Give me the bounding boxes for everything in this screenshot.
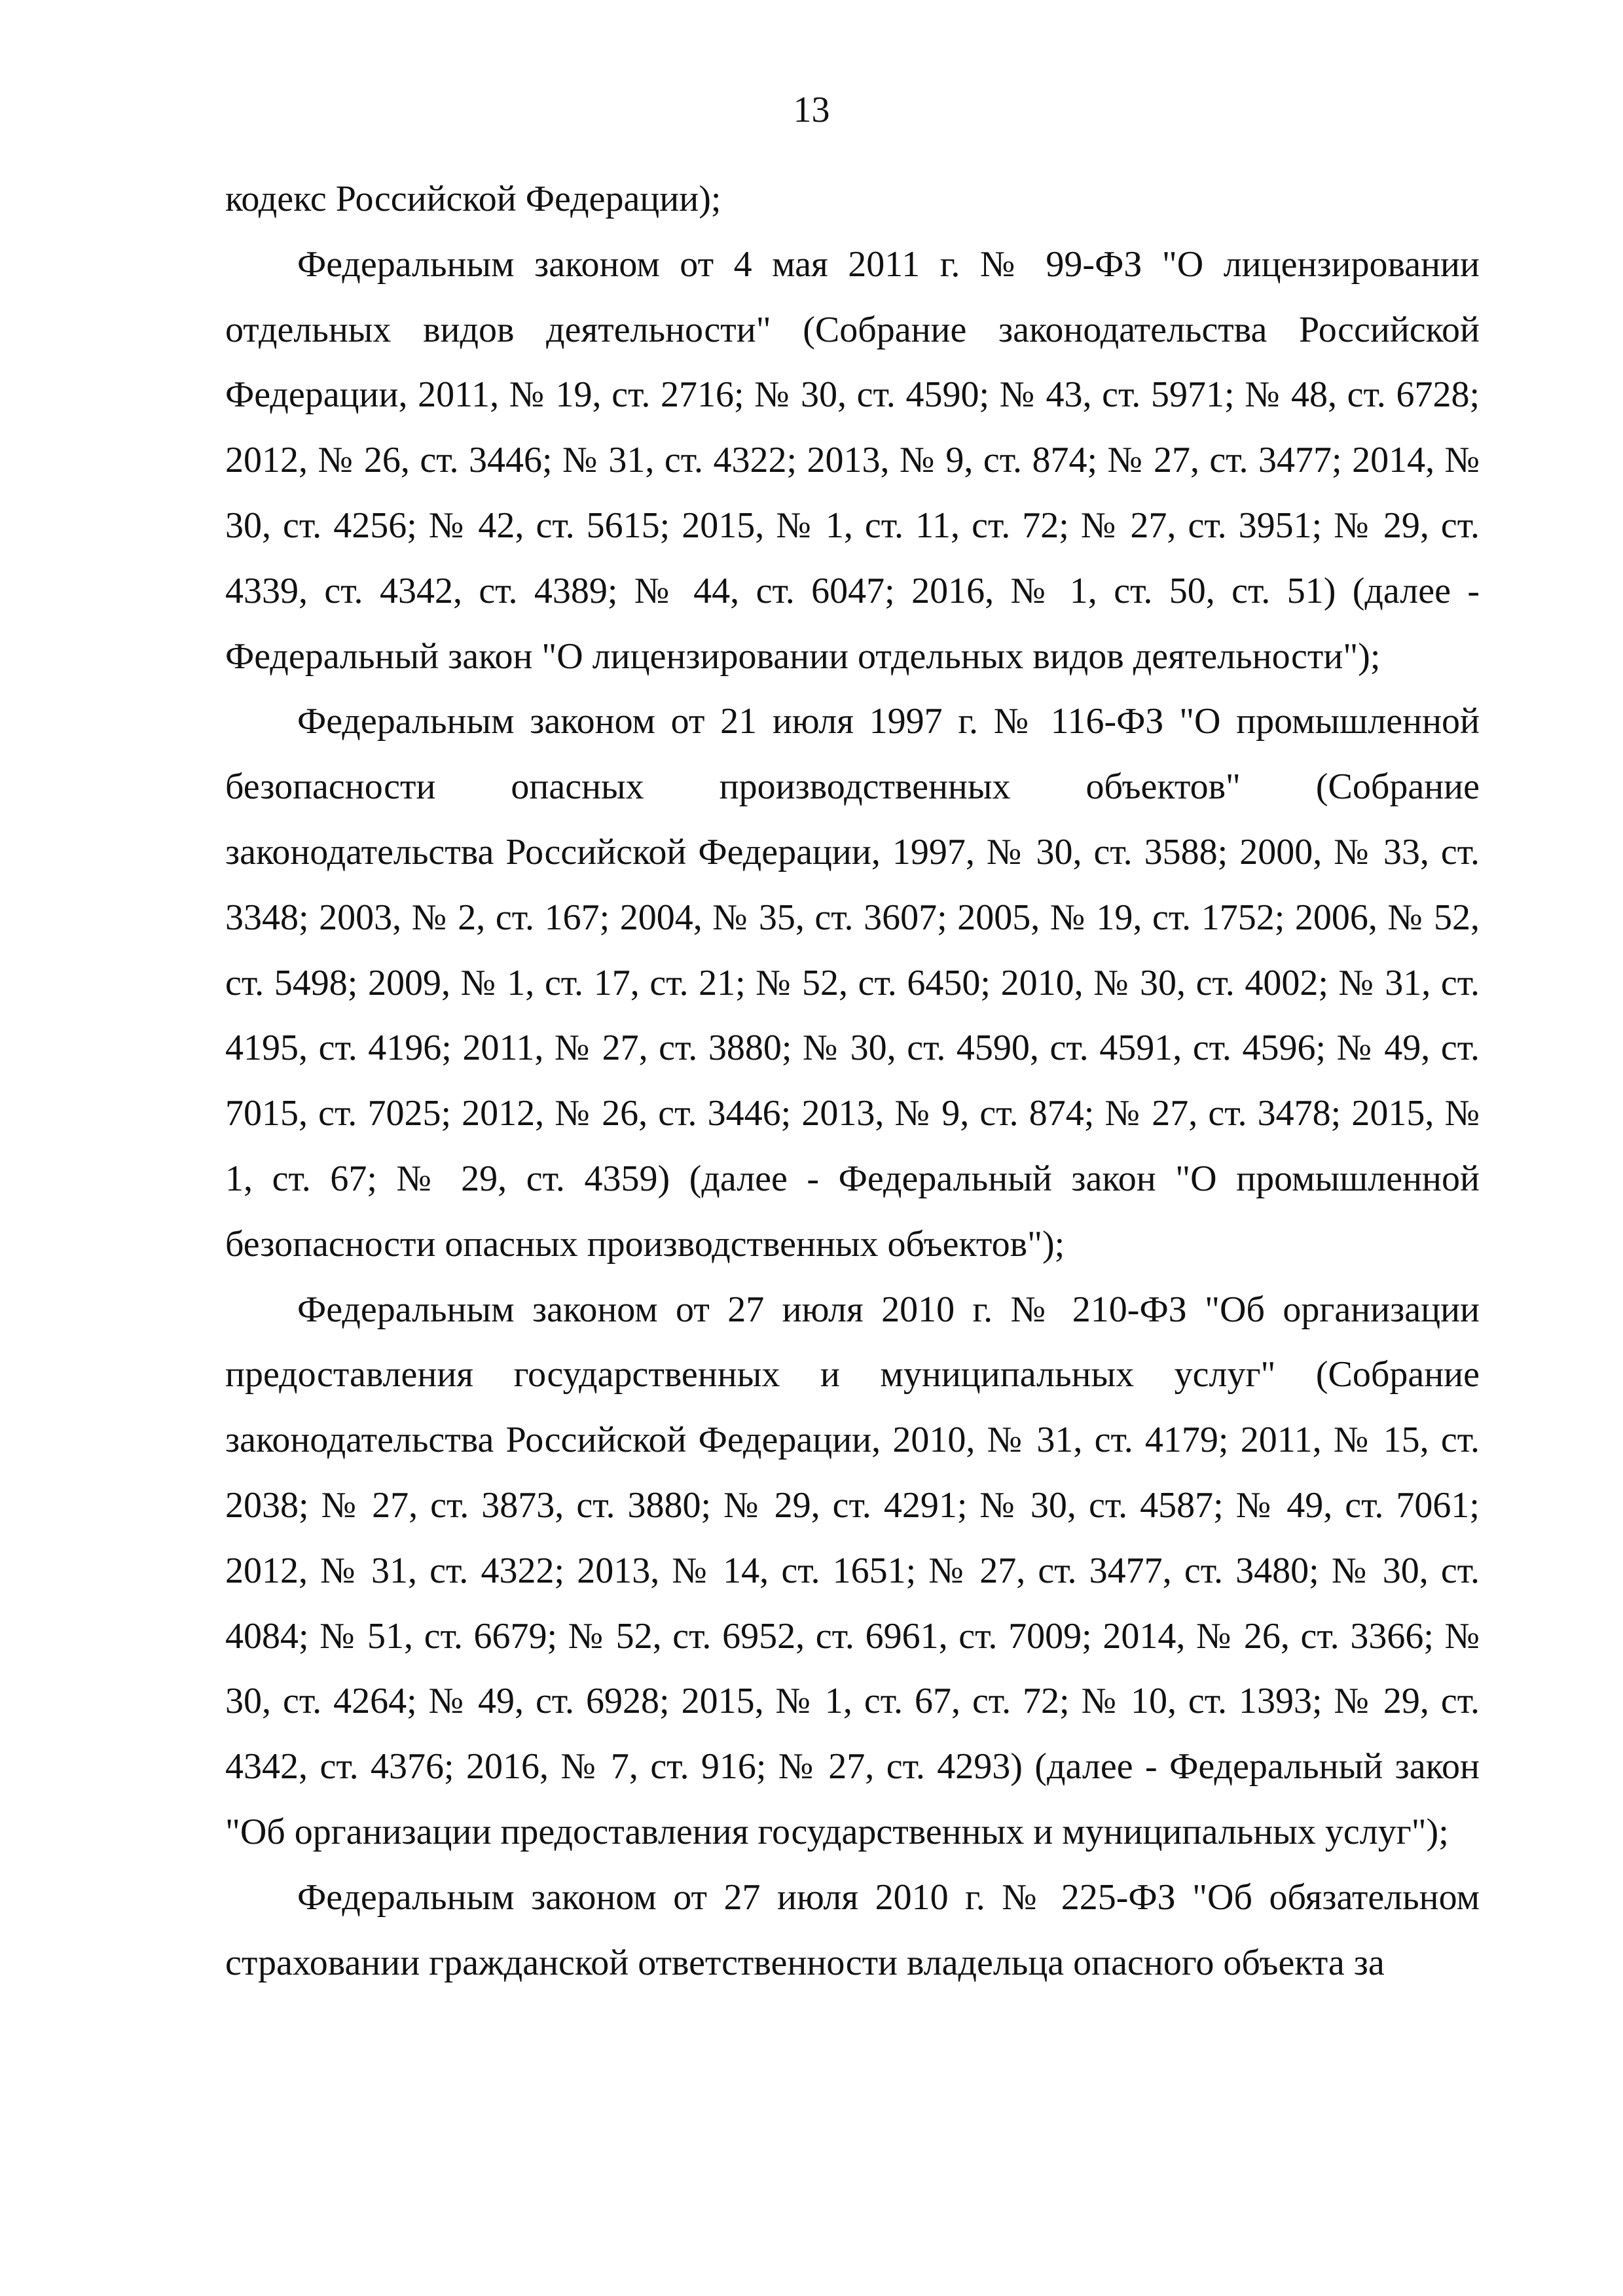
- paragraph-continuation: кодекс Российской Федерации);: [225, 179, 721, 219]
- paragraph-law-225-fz: Федеральным законом от 27 июля 2010 г. № 225-ФЗ "Об обязательном страховании гражданской ответственности владельца опасного объекта за: [225, 1876, 1480, 1983]
- page-number: 13: [793, 90, 830, 130]
- document-body: [225, 167, 1480, 1996]
- paragraph-law-210-fz: Федеральным законом от 27 июля 2010 г. № 210-ФЗ "Об организации предоставления государственных и муниципальных услуг" (Собрание законодательства Российской Федерации, 2010, № 31, ст. 4179; 2011, № 15, ст. 2038; № 27, ст. 3873, ст. 3880; № 29, ст. 4291; № 30, ст. 4587; № 49, ст. 7061; 2012, № 31, ст. 4322; 2013, № 14, ст. 1651; № 27, ст. 3477, ст. 3480; № 30, ст. 4084; № 51, ст. 6679; № 52, ст. 6952, ст. 6961, ст. 7009; 2014, № 26, ст. 3366; № 30, ст. 4264; № 49, ст. 6928; 2015, № 1, ст. 67, ст. 72; № 10, ст. 1393; № 29, ст. 4342, ст. 4376; 2016, № 7, ст. 916; № 27, ст. 4293) (далее - Федеральный закон "Об организации предоставления государственных и муниципальных услуг");: [225, 1289, 1480, 1852]
- paragraph-law-116-fz: Федеральным законом от 21 июля 1997 г. № 116-ФЗ "О промышленной безопасности опасных производственных объектов" (Собрание законодательства Российской Федерации, 1997, № 30, ст. 3588; 2000, № 33, ст. 3348; 2003, № 2, ст. 167; 2004, № 35, ст. 3607; 2005, № 19, ст. 1752; 2006, № 52, ст. 5498; 2009, № 1, ст. 17, ст. 21; № 52, ст. 6450; 2010, № 30, ст. 4002; № 31, ст. 4195, ст. 4196; 2011, № 27, ст. 3880; № 30, ст. 4590, ст. 4591, ст. 4596; № 49, ст. 7015, ст. 7025; 2012, № 26, ст. 3446; 2013, № 9, ст. 874; № 27, ст. 3478; 2015, № 1, ст. 67; № 29, ст. 4359) (далее - Федеральный закон "О промышленной безопасности опасных производственных объектов");: [225, 701, 1480, 1265]
- paragraph-law-99-fz: Федеральным законом от 4 мая 2011 г. № 99-ФЗ "О лицензировании отдельных видов деятельности" (Собрание законодательства Российской Федерации, 2011, № 19, ст. 2716; № 30, ст. 4590; № 43, ст. 5971; № 48, ст. 6728; 2012, № 26, ст. 3446; № 31, ст. 4322; 2013, № 9, ст. 874; № 27, ст. 3477; 2014, № 30, ст. 4256; № 42, ст. 5615; 2015, № 1, ст. 11, ст. 72; № 27, ст. 3951; № 29, ст. 4339, ст. 4342, ст. 4389; № 44, ст. 6047; 2016, № 1, ст. 50, ст. 51) (далее - Федеральный закон "О лицензировании отдельных видов деятельности");: [225, 243, 1480, 677]
